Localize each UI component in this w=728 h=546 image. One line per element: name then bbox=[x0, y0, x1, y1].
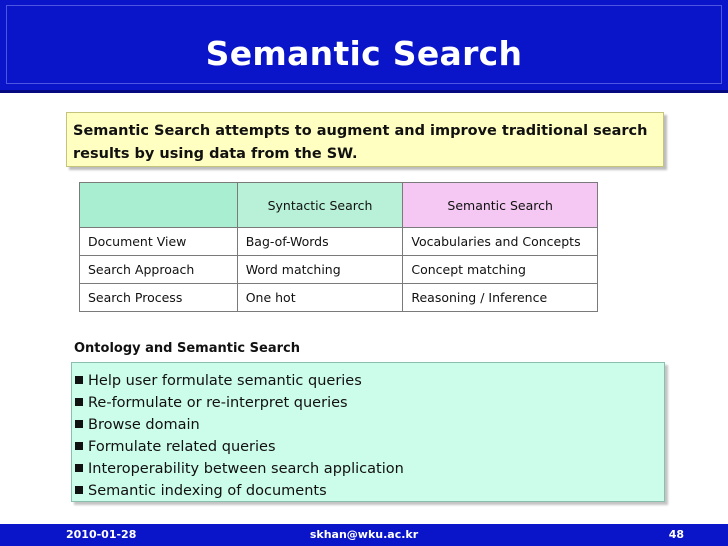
list-item-text: Browse domain bbox=[88, 417, 200, 433]
table-header-cell bbox=[80, 183, 238, 228]
square-bullet-icon bbox=[75, 420, 83, 428]
square-bullet-icon bbox=[75, 464, 83, 472]
list-item-text: Semantic indexing of documents bbox=[88, 483, 327, 499]
footer-email: skhan@wku.ac.kr bbox=[309, 528, 419, 541]
table-header-cell: Syntactic Search bbox=[237, 183, 403, 228]
table-cell: Concept matching bbox=[403, 256, 598, 284]
section-subheading: Ontology and Semantic Search bbox=[74, 341, 300, 356]
table-cell: One hot bbox=[237, 284, 403, 312]
list-item bbox=[75, 480, 664, 502]
bullet-list-box bbox=[71, 362, 665, 502]
square-bullet-icon bbox=[75, 376, 83, 384]
list-item bbox=[75, 392, 664, 414]
table-header-cell: Semantic Search bbox=[403, 183, 598, 228]
square-bullet-icon bbox=[75, 398, 83, 406]
list-item-text: Interoperability between search application bbox=[88, 461, 404, 477]
table-cell: Document View bbox=[80, 228, 238, 256]
list-item-text: Re-formulate or re-interpret queries bbox=[88, 395, 348, 411]
footer-date: 2010-01-28 bbox=[66, 528, 137, 541]
table-header-row bbox=[80, 183, 598, 228]
table-row bbox=[80, 284, 598, 312]
table-cell: Word matching bbox=[237, 256, 403, 284]
table-cell: Bag-of-Words bbox=[237, 228, 403, 256]
list-item bbox=[75, 436, 664, 458]
list-item bbox=[75, 458, 664, 480]
table-cell: Vocabularies and Concepts bbox=[403, 228, 598, 256]
table-row bbox=[80, 228, 598, 256]
intro-box: Semantic Search attempts to augment and improve traditional search results by using data from the SW. bbox=[66, 112, 664, 167]
slide-title: Semantic Search bbox=[205, 34, 523, 73]
square-bullet-icon bbox=[75, 486, 83, 494]
list-item bbox=[75, 414, 664, 436]
square-bullet-icon bbox=[75, 442, 83, 450]
table-cell: Search Approach bbox=[80, 256, 238, 284]
table-cell: Reasoning / Inference bbox=[403, 284, 598, 312]
comparison-table bbox=[79, 182, 598, 312]
table-row bbox=[80, 256, 598, 284]
list-item bbox=[75, 370, 664, 392]
list-item-text: Formulate related queries bbox=[88, 439, 276, 455]
list-item-text: Help user formulate semantic queries bbox=[88, 373, 362, 389]
slide-footer bbox=[0, 524, 728, 546]
footer-page-number: 48 bbox=[668, 528, 684, 541]
table-cell: Search Process bbox=[80, 284, 238, 312]
